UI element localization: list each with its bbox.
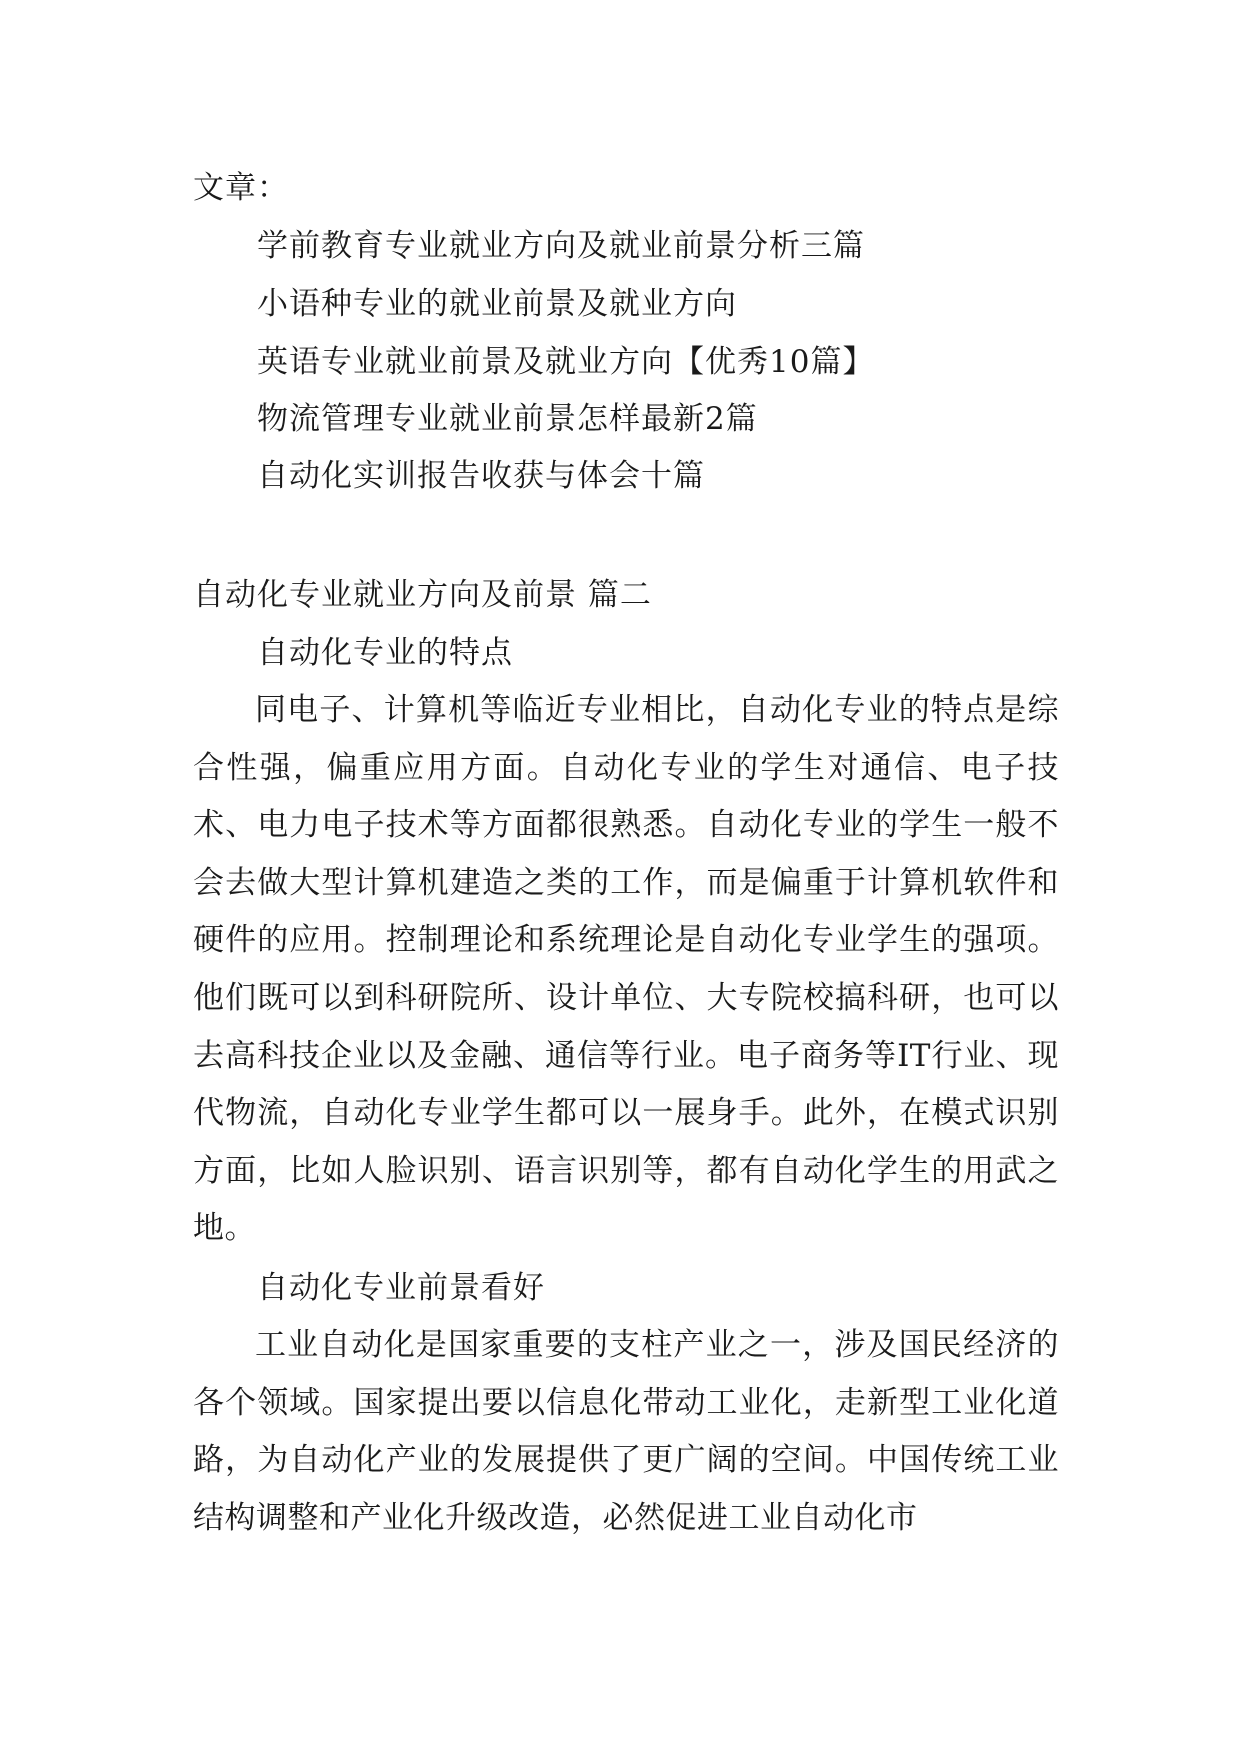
article-link[interactable]: 自动化实训报告收获与体会十篇 (257, 458, 705, 494)
paragraph-prospects: 工业自动化是国家重要的支柱产业之一，涉及国民经济的各个领域。国家提出要以信息化带动工业化，走新型工业化道路，为自动化产业的发展提供了更广阔的空间。中国传统工业结构调整和产业化升级改造，必然促进工业自动化市 (193, 1327, 1059, 1536)
subheading-features: 自动化专业的特点 (257, 635, 513, 671)
article-link[interactable]: 物流管理专业就业前景怎样最新2篇 (257, 401, 758, 437)
subheading-prospects: 自动化专业前景看好 (257, 1270, 545, 1306)
section-title: 自动化专业就业方向及前景 篇二 (193, 577, 652, 613)
article-link[interactable]: 小语种专业的就业前景及就业方向 (257, 286, 737, 322)
article-list-label: 文章： (193, 170, 289, 206)
article-link[interactable]: 学前教育专业就业方向及就业前景分析三篇 (257, 228, 865, 264)
article-link[interactable]: 英语专业就业前景及就业方向【优秀10篇】 (257, 344, 875, 380)
paragraph-features: 同电子、计算机等临近专业相比，自动化专业的特点是综合性强，偏重应用方面。自动化专业的学生对通信、电子技术、电力电子技术等方面都很熟悉。自动化专业的学生一般不会去做大型计算机建造之类的工作，而是偏重于计算机软件和硬件的应用。控制理论和系统理论是自动化专业学生的强项。他们既可以到科研院所、设计单位、大专院校搞科研，也可以去高科技企业以及金融、通信等行业。电子商务等IT行业、现代物流，自动化专业学生都可以一展身手。此外，在模式识别方面，比如人脸识别、语言识别等，都有自动化学生的用武之地。 (193, 692, 1059, 1247)
